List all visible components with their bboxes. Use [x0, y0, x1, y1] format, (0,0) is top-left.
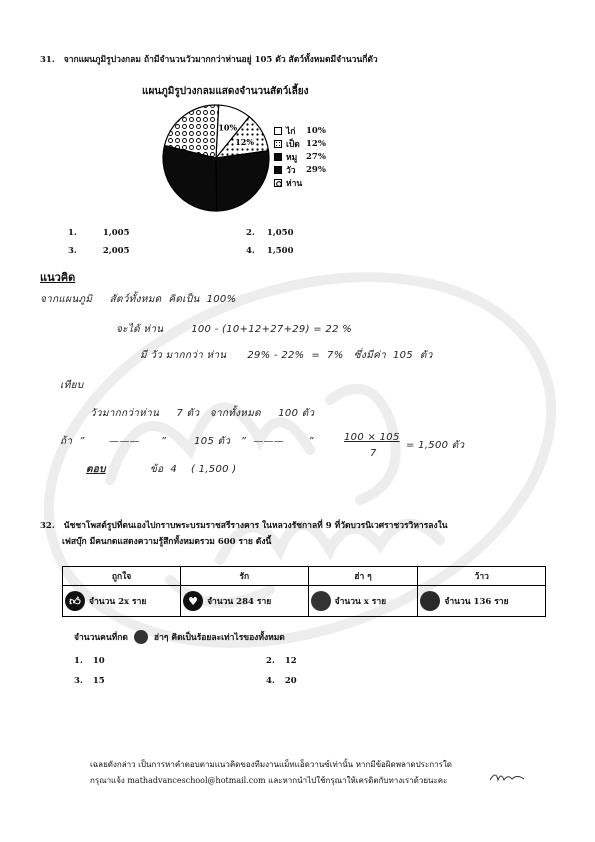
legend-value: 10%	[306, 125, 326, 136]
solution-heading: แนวคิด	[40, 271, 76, 284]
question-text: นัชชาโพสต์รูปที่ตนเองไปกราบพระบรมราชสรีรางคาร ในหลวงรัชกาลที่ 9 ที่วัดบวรนิเวศราชวรวิหารลงใน	[63, 521, 448, 531]
pie-slice-label: 10%	[218, 122, 238, 133]
answer-label: ตอบ	[86, 464, 106, 475]
option-number: 3.	[68, 246, 77, 256]
solution-line: มี วัว มากกว่า ห่าน 29% - 22% = 7% ซึ่งมีค่า 105 ตัว	[140, 350, 433, 361]
legend-label: หมู	[286, 152, 298, 163]
option-number: 1.	[68, 228, 77, 238]
legend-label: วัว	[286, 165, 296, 176]
solution-line: เทียบ	[60, 380, 84, 391]
haha-icon	[311, 591, 331, 611]
wow-icon	[420, 591, 440, 611]
legend-item	[274, 137, 326, 150]
legend-swatch	[274, 140, 282, 148]
reaction-name: รัก	[181, 567, 309, 586]
reaction-count: จำนวน 284 ราย	[207, 597, 272, 607]
chart-title: แผนภูมิรูปวงกลมแสดงจำนวนสัตว์เลี้ยง	[142, 86, 309, 97]
legend-swatch	[274, 127, 282, 135]
pie-chart	[160, 102, 272, 214]
solution-result: = 1,500 ตัว	[406, 440, 465, 451]
option-value: 1,005	[102, 228, 130, 238]
option-number: 3.	[74, 676, 83, 686]
legend-item	[274, 150, 326, 163]
reaction-count: จำนวน 2x ราย	[89, 597, 147, 607]
answer-text: ข้อ 4 ( 1,500 )	[150, 464, 237, 475]
legend-swatch	[274, 153, 282, 161]
legend-item	[274, 163, 326, 176]
option-value: 15	[92, 676, 105, 686]
like-icon: 👍︎	[65, 591, 85, 611]
option-number: 4.	[246, 246, 255, 256]
legend-value: 27%	[306, 151, 326, 162]
option-value: 20	[284, 676, 297, 686]
option-value: 1,050	[266, 228, 294, 238]
question-text: จากแผนภูมิรูปวงกลม ถ้ามีจำนวนวัวมากกว่าห่านอยู่ 105 ตัว สัตว์ทั้งหมดมีจำนวนกี่ตัว	[63, 55, 378, 65]
fraction-denominator: 7	[370, 448, 377, 459]
question-text-2: เฟสบุ๊ก มีคนกดแสดงความรู้สึกทั้งหมดรวม 600 ราย ดังนี้	[62, 537, 272, 547]
option-number: 2.	[246, 228, 255, 238]
reaction-count: จำนวน x ราย	[334, 597, 387, 607]
reaction-table	[62, 566, 546, 617]
haha-icon	[134, 630, 148, 644]
question-number: 31.	[40, 55, 55, 65]
question-number: 32.	[40, 521, 55, 531]
option-value: 1,500	[266, 246, 294, 256]
legend-value: 12%	[306, 138, 326, 149]
legend-value: 29%	[306, 164, 326, 175]
option-value: 10	[92, 656, 105, 666]
pie-slice-2	[216, 151, 269, 211]
fraction-numerator: 100 × 105	[344, 432, 400, 443]
reaction-name: ฮ่า ๆ	[308, 567, 418, 586]
reaction-name: ว้าว	[418, 567, 546, 586]
legend-item	[274, 176, 326, 189]
option-value: 12	[284, 656, 297, 666]
solution-line: จากแผนภูมิ สัตว์ทั้งหมด คิดเป็น 100%	[40, 294, 237, 305]
reaction-name: ถูกใจ	[63, 567, 181, 586]
legend-label: เป็ด	[286, 139, 300, 150]
reaction-count: จำนวน 136 ราย	[444, 597, 509, 607]
footer-contact: กรุณาแจ้ง mathadvanceschool@hotmail.com และหากนำไปใช้กรุณาให้เครดิตกับทางเราด้วยนะคะ	[90, 776, 448, 785]
option-number: 1.	[74, 656, 83, 666]
legend-label: ไก่	[286, 126, 296, 137]
legend-swatch	[274, 166, 282, 174]
option-number: 2.	[266, 656, 275, 666]
signature	[488, 770, 528, 784]
chart-legend	[274, 124, 326, 189]
solution-line: วัวมากกว่าห่าน 7 ตัว จากทั้งหมด 100 ตัว	[90, 408, 315, 419]
footer-note: เฉลยดังกล่าว เป็นการหาคำตอบตามแนวคิดของทีมงานแม็ทแอ็ดวานซ์เท่านั้น หากมีข้อผิดพลาดประการใด	[90, 760, 452, 769]
option-value: 2,005	[102, 246, 130, 256]
legend-item	[274, 124, 326, 137]
solution-line: จะได้ ห่าน 100 - (10+12+27+29) = 22 %	[116, 324, 353, 335]
option-number: 4.	[266, 676, 275, 686]
legend-swatch	[274, 179, 282, 187]
question-text: จำนวนคนที่กด	[74, 633, 128, 643]
legend-label: ห่าน	[286, 178, 303, 189]
pie-slice-label: 12%	[235, 136, 254, 147]
solution-line: ถ้า ” ——— ” 105 ตัว ” ——— ”	[60, 436, 314, 447]
question-text: ฮ่าๆ คิดเป็นร้อยละเท่าไรของทั้งหมด	[153, 633, 285, 643]
heart-icon: ♥	[183, 591, 203, 611]
